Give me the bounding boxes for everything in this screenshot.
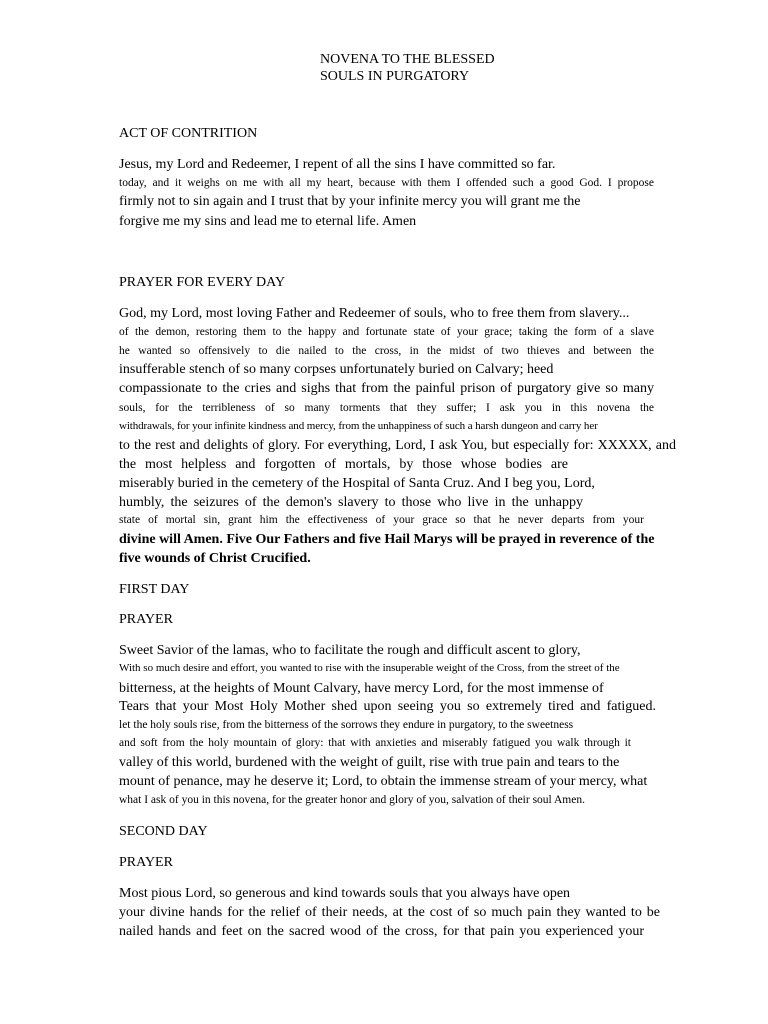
first-day-subheading: PRAYER [119, 612, 173, 627]
every-day-line: insufferable stench of so many corpses unfortunately buried on Calvary; heed [119, 362, 554, 377]
contrition-line: forgive me my sins and lead me to eternal life. Amen [119, 214, 417, 229]
contrition-line: firmly not to sin again and I trust that by your infinite mercy you will grant me the [119, 194, 581, 209]
contrition-heading: ACT OF CONTRITION [119, 126, 258, 141]
every-day-line: souls, for the terribleness of so many torments that they suffer; I ask you in this novena the [119, 402, 654, 414]
every-day-line: state of mortal sin, grant him the effectiveness of your grace so that he never departs from your [119, 514, 644, 526]
every-day-line: God, my Lord, most loving Father and Redeemer of souls, who to free them from slavery... [119, 306, 630, 321]
second-day-subheading: PRAYER [119, 855, 173, 870]
every-day-line: miserably buried in the cemetery of the Hospital of Santa Cruz. And I beg you, Lord, [119, 476, 595, 491]
first-day-line: bitterness, at the heights of Mount Calvary, have mercy Lord, for the most immense of [119, 681, 604, 696]
second-day-line: Most pious Lord, so generous and kind towards souls that you always have open [119, 886, 571, 901]
first-day-line: let the holy souls rise, from the bitterness of the sorrows they endure in purgatory, to the sweetness [119, 719, 574, 731]
first-day-line: Tears that your Most Holy Mother shed upon seeing you so extremely tired and fatigued. [119, 699, 656, 714]
every-day-line: he wanted so offensively to die nailed to the cross, in the midst of two thieves and between the [119, 345, 654, 357]
every-day-line: to the rest and delights of glory. For everything, Lord, I ask You, but especially for: XXXXX, and [119, 438, 676, 453]
title-line-2: SOULS IN PURGATORY [320, 69, 470, 84]
every-day-heading: PRAYER FOR EVERY DAY [119, 275, 286, 290]
second-day-line: nailed hands and feet on the sacred wood of the cross, for that pain you experienced your [119, 924, 644, 939]
contrition-line: Jesus, my Lord and Redeemer, I repent of all the sins I have committed so far. [119, 157, 556, 172]
every-day-line: of the demon, restoring them to the happy and fortunate state of your grace; taking the form of a slave [119, 326, 654, 338]
every-day-line: withdrawals, for your infinite kindness and mercy, from the unhappiness of such a harsh dungeon and carry her [119, 420, 598, 432]
first-day-line: With so much desire and effort, you wanted to rise with the insuperable weight of the Cross, from the street of the [119, 662, 620, 674]
every-day-line: compassionate to the cries and sighs that from the painful prison of purgatory give so many [119, 381, 654, 396]
title-line-1: NOVENA TO THE BLESSED [320, 52, 495, 67]
every-day-line: humbly, the seizures of the demon's slavery to those who live in the unhappy [119, 495, 583, 510]
first-day-line: Sweet Savior of the lamas, who to facilitate the rough and difficult ascent to glory, [119, 643, 581, 658]
first-day-line: mount of penance, may he deserve it; Lord, to obtain the immense stream of your mercy, what [119, 774, 648, 789]
every-day-line: the most helpless and forgotten of mortals, by those whose bodies are [119, 457, 568, 472]
first-day-line: and soft from the holy mountain of glory: that with anxieties and miserably fatigued you walk through it [119, 737, 631, 749]
first-day-line: what I ask of you in this novena, for the greater honor and glory of you, salvation of their soul Amen. [119, 794, 585, 806]
second-day-heading: SECOND DAY [119, 824, 208, 839]
contrition-line: today, and it weighs on me with all my heart, because with them I offended such a good God. I propose [119, 177, 654, 189]
first-day-heading: FIRST DAY [119, 582, 190, 597]
second-day-line: your divine hands for the relief of their needs, at the cost of so much pain they wanted to be [119, 905, 660, 920]
first-day-line: valley of this world, burdened with the weight of guilt, rise with true pain and tears to the [119, 755, 620, 770]
every-day-bold-line: divine will Amen. Five Our Fathers and five Hail Marys will be prayed in reverence of the [119, 532, 655, 547]
every-day-bold-line: five wounds of Christ Crucified. [119, 551, 311, 566]
